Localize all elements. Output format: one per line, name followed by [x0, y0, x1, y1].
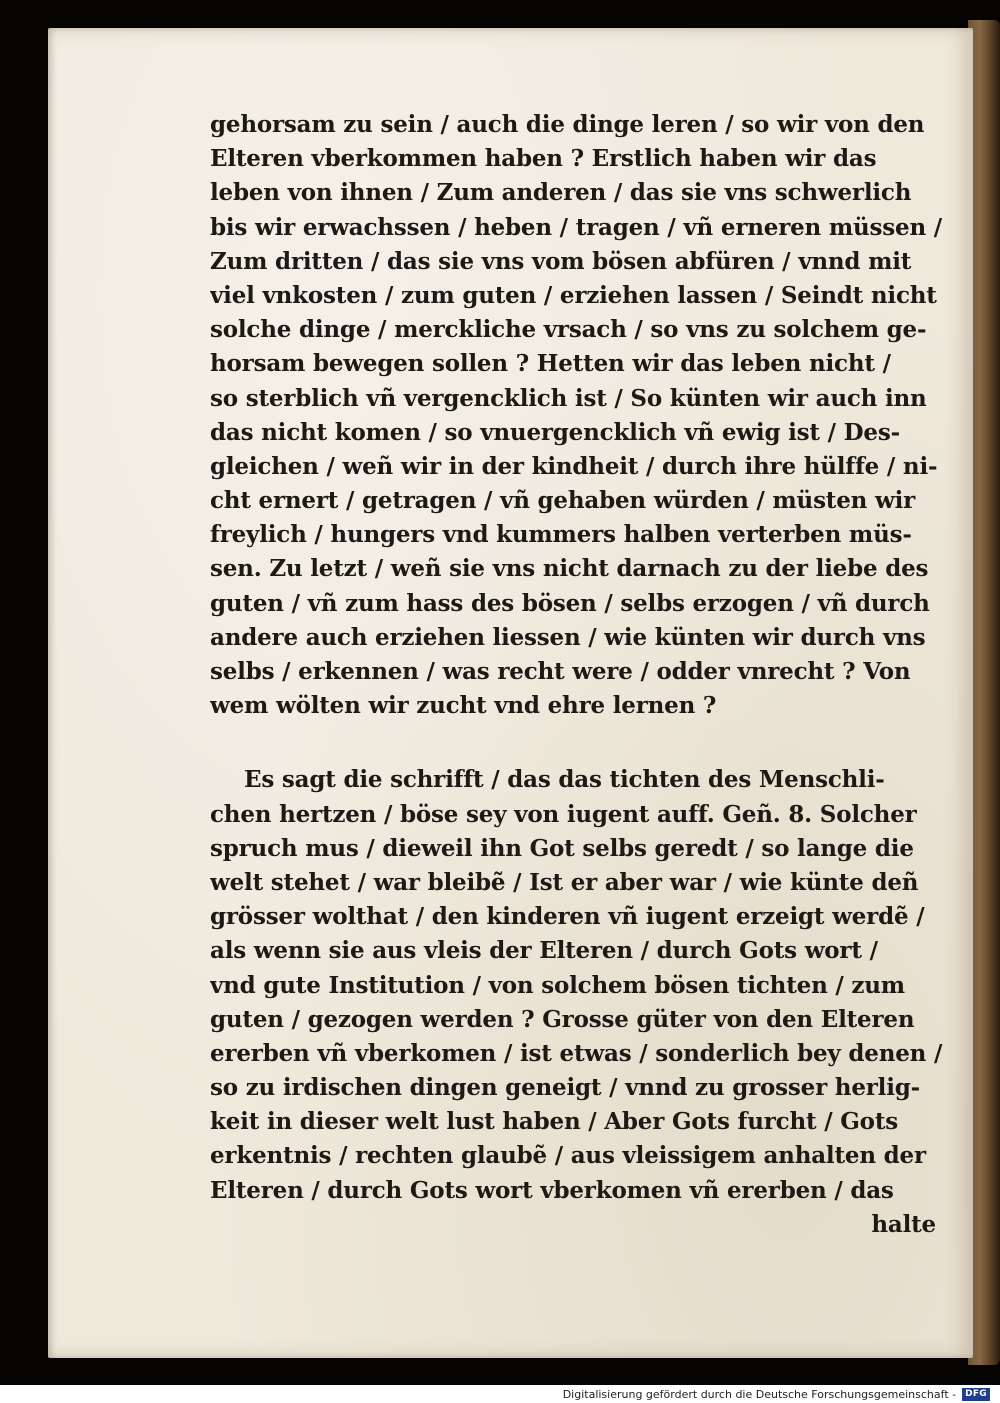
text-line: welt stehet / war bleibẽ / Ist er aber war / wie künte deñ	[210, 868, 919, 896]
text-line: selbs / erkennen / was recht were / odder vnrecht ? Von	[210, 658, 911, 685]
text-line: ererben vñ vberkomen / ist etwas / sonderlich bey denen /	[210, 1039, 943, 1067]
paragraph-gap	[210, 723, 950, 763]
text-line: spruch mus / dieweil ihn Got selbs geredt / so lange die	[210, 834, 914, 862]
dfg-logo: DFG	[962, 1388, 990, 1401]
paragraph-1	[210, 108, 950, 723]
page-text	[210, 108, 950, 1242]
text-line: guten / vñ zum hass des bösen / selbs erzogen / vñ durch	[210, 589, 930, 617]
paragraph-2	[210, 763, 950, 1207]
text-line: vnd gute Institution / von solchem bösen tichten / zum	[210, 971, 905, 999]
text-line: bis wir erwachssen / heben / tragen / vñ erneren müssen /	[210, 213, 942, 241]
text-line: erkentnis / rechten glaubẽ / aus vleissigem anhalten der	[210, 1142, 926, 1170]
text-line: leben von ihnen / Zum anderen / das sie vns schwerlich	[210, 179, 912, 207]
text-line: sen. Zu letzt / weñ sie vns nicht darnach zu der liebe des	[210, 555, 929, 583]
text-line: grösser wolthat / den kinderen vñ iugent erzeigt werdẽ /	[210, 903, 925, 931]
text-line: wem wölten wir zucht vnd ehre lernen ?	[210, 692, 717, 720]
text-line: viel vnkosten / zum guten / erziehen lassen / Seindt nicht	[210, 281, 937, 309]
text-line: freylich / hungers vnd kummers halben verterben müs-	[210, 521, 912, 549]
text-line: als wenn sie aus vleis der Elteren / durch Gots wort /	[210, 937, 878, 965]
text-line: chen hertzen / böse sey von iugent auff. Geñ. 8. Solcher	[210, 800, 917, 828]
text-line: andere auch erziehen liessen / wie künten wir durch vns	[210, 623, 926, 651]
text-line: so zu irdischen dingen geneigt / vnnd zu grosser herlig-	[210, 1074, 920, 1102]
credit-text: Digitalisierung gefördert durch die Deutsche Forschungsgemeinschaft -	[562, 1387, 957, 1401]
text-line: keit in dieser welt lust haben / Aber Gots furcht / Gots	[210, 1108, 898, 1136]
text-line: Elteren vberkommen haben ? Erstlich haben wir das	[210, 145, 877, 173]
text-line: cht ernert / getragen / vñ gehaben würden / müsten wir	[210, 487, 916, 515]
text-line: gehorsam zu sein / auch die dinge leren / so wir von den	[210, 111, 925, 138]
text-line: solche dinge / merckliche vrsach / so vns zu solchem ge-	[210, 316, 927, 344]
text-line: Elteren / durch Gots wort vberkomen vñ ererben / das	[210, 1176, 894, 1204]
text-line: Es sagt die schrifft / das das tichten des Menschli-	[244, 766, 885, 794]
text-line: das nicht komen / so vnuergencklich vñ ewig ist / Des-	[210, 418, 900, 446]
text-line: so sterblich vñ vergencklich ist / So künten wir auch inn	[210, 384, 927, 412]
text-line: guten / gezogen werden ? Grosse güter von den Elteren	[210, 1005, 915, 1033]
text-line: gleichen / weñ wir in der kindheit / durch ihre hülffe / ni-	[210, 452, 938, 480]
text-line: horsam bewegen sollen ? Hetten wir das leben nicht /	[210, 350, 891, 378]
digitization-credit-bar	[0, 1385, 1000, 1403]
text-line: Zum dritten / das sie vns vom bösen abfüren / vnnd mit	[210, 247, 912, 275]
catchword: halte	[871, 1210, 936, 1238]
